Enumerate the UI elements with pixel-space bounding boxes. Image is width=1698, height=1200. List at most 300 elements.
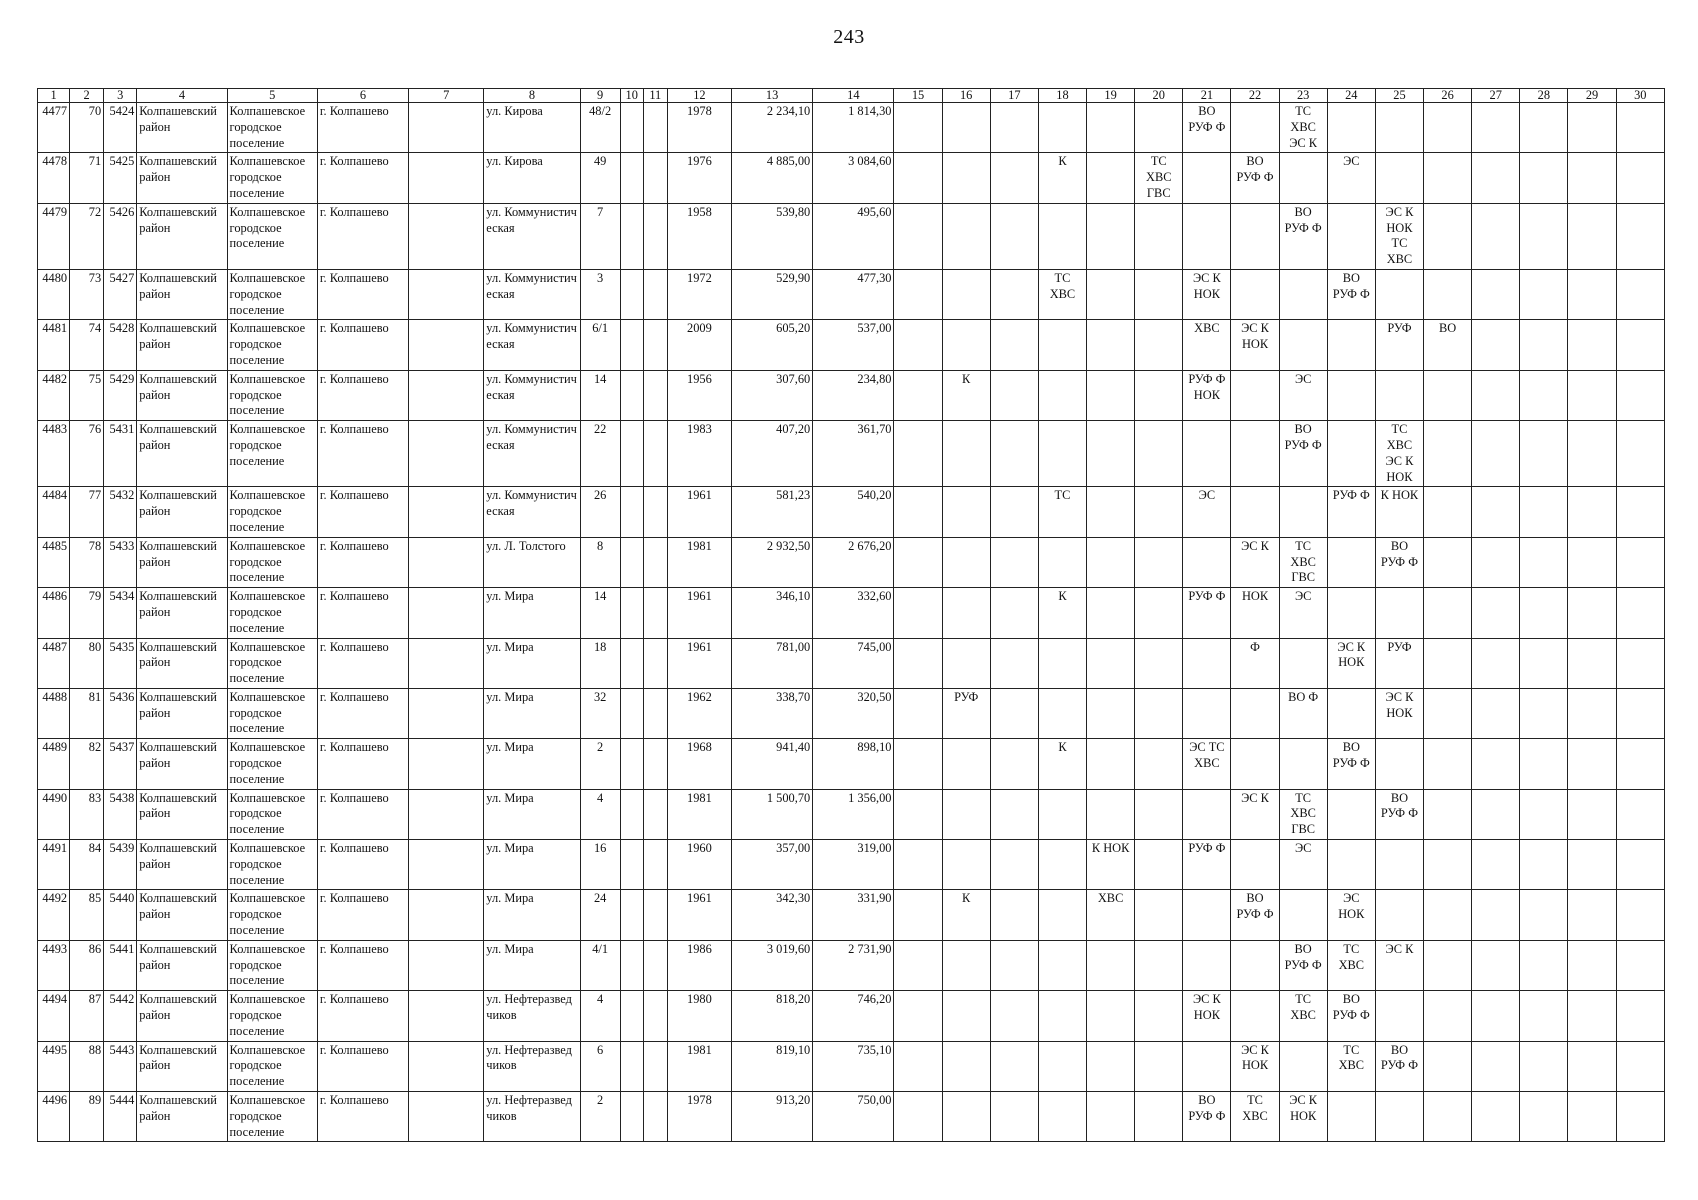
table-cell-col-13: 781,00 xyxy=(732,638,813,688)
table-cell-col-19 xyxy=(1087,789,1135,839)
table-cell-col-6: г. Колпашево xyxy=(317,840,408,890)
table-cell-col-17 xyxy=(990,890,1038,940)
table-cell-col-22 xyxy=(1231,940,1279,990)
table-cell-col-20 xyxy=(1135,890,1183,940)
table-cell-col-11 xyxy=(643,940,667,990)
table-cell-col-22: ЭС К НОК xyxy=(1231,1041,1279,1091)
table-cell-col-11 xyxy=(643,1041,667,1091)
table-cell-col-23: ТС ХВС ГВС xyxy=(1279,537,1327,587)
table-cell-col-15 xyxy=(894,991,942,1041)
table-cell-col-29 xyxy=(1568,890,1616,940)
table-cell-col-16: РУФ xyxy=(942,688,990,738)
table-row xyxy=(38,421,1665,487)
table-cell-col-6: г. Колпашево xyxy=(317,487,408,537)
table-cell-col-15 xyxy=(894,739,942,789)
table-cell-col-23: ЭС xyxy=(1279,370,1327,420)
table-cell-col-4: Колпашевский район xyxy=(137,421,227,487)
table-cell-col-29 xyxy=(1568,739,1616,789)
table-cell-col-24: РУФ Ф xyxy=(1327,487,1375,537)
table-cell-col-14: 3 084,60 xyxy=(813,153,894,203)
table-cell-col-28 xyxy=(1520,840,1568,890)
table-row xyxy=(38,103,1665,153)
table-cell-col-9: 48/2 xyxy=(580,103,620,153)
table-cell-col-8: ул. Коммунистическая xyxy=(484,421,580,487)
table-cell-col-20 xyxy=(1135,739,1183,789)
table-cell-col-30 xyxy=(1616,1041,1664,1091)
table-cell-col-30 xyxy=(1616,638,1664,688)
table-cell-col-23 xyxy=(1279,1041,1327,1091)
column-header-17: 17 xyxy=(990,89,1038,103)
table-cell-col-2: 77 xyxy=(70,487,104,537)
table-cell-col-18 xyxy=(1038,203,1086,269)
table-cell-col-26 xyxy=(1424,269,1472,319)
table-cell-col-30 xyxy=(1616,370,1664,420)
table-cell-col-9: 4 xyxy=(580,789,620,839)
column-header-8: 8 xyxy=(484,89,580,103)
table-cell-col-12: 1981 xyxy=(667,789,731,839)
column-header-20: 20 xyxy=(1135,89,1183,103)
table-cell-col-21: ХВС xyxy=(1183,320,1231,370)
table-row xyxy=(38,370,1665,420)
table-cell-col-20 xyxy=(1135,991,1183,1041)
table-cell-col-7 xyxy=(409,991,484,1041)
table-cell-col-18 xyxy=(1038,370,1086,420)
table-cell-col-30 xyxy=(1616,103,1664,153)
table-cell-col-5: Колпашевское городское поселение xyxy=(227,320,317,370)
table-cell-col-25 xyxy=(1375,153,1423,203)
table-cell-col-3: 5427 xyxy=(104,269,137,319)
table-cell-col-1: 4478 xyxy=(38,153,70,203)
table-cell-col-6: г. Колпашево xyxy=(317,1041,408,1091)
table-cell-col-25 xyxy=(1375,739,1423,789)
table-cell-col-16 xyxy=(942,1041,990,1091)
table-cell-col-11 xyxy=(643,320,667,370)
table-cell-col-1: 4488 xyxy=(38,688,70,738)
table-cell-col-25 xyxy=(1375,269,1423,319)
column-header-7: 7 xyxy=(409,89,484,103)
table-cell-col-26 xyxy=(1424,840,1472,890)
table-cell-col-23: ВО РУФ Ф xyxy=(1279,203,1327,269)
table-cell-col-17 xyxy=(990,103,1038,153)
table-cell-col-15 xyxy=(894,940,942,990)
column-header-2: 2 xyxy=(70,89,104,103)
table-cell-col-8: ул. Коммунистическая xyxy=(484,203,580,269)
table-cell-col-18 xyxy=(1038,537,1086,587)
table-cell-col-18 xyxy=(1038,890,1086,940)
table-cell-col-17 xyxy=(990,991,1038,1041)
table-cell-col-10 xyxy=(620,153,643,203)
table-cell-col-16 xyxy=(942,421,990,487)
table-cell-col-20 xyxy=(1135,537,1183,587)
table-cell-col-19 xyxy=(1087,688,1135,738)
table-cell-col-13: 819,10 xyxy=(732,1041,813,1091)
table-cell-col-21: ЭС ТС ХВС xyxy=(1183,739,1231,789)
table-cell-col-12: 1961 xyxy=(667,890,731,940)
table-cell-col-12: 1956 xyxy=(667,370,731,420)
table-cell-col-16 xyxy=(942,269,990,319)
table-cell-col-13: 4 885,00 xyxy=(732,153,813,203)
table-cell-col-4: Колпашевский район xyxy=(137,103,227,153)
table-cell-col-10 xyxy=(620,739,643,789)
table-cell-col-14: 477,30 xyxy=(813,269,894,319)
table-cell-col-2: 85 xyxy=(70,890,104,940)
table-cell-col-3: 5425 xyxy=(104,153,137,203)
table-cell-col-30 xyxy=(1616,991,1664,1041)
table-cell-col-29 xyxy=(1568,991,1616,1041)
table-cell-col-11 xyxy=(643,840,667,890)
table-cell-col-2: 75 xyxy=(70,370,104,420)
table-cell-col-25 xyxy=(1375,890,1423,940)
table-cell-col-18 xyxy=(1038,991,1086,1041)
table-cell-col-27 xyxy=(1472,320,1520,370)
table-cell-col-7 xyxy=(409,537,484,587)
table-cell-col-30 xyxy=(1616,203,1664,269)
table-row xyxy=(38,840,1665,890)
table-cell-col-1: 4483 xyxy=(38,421,70,487)
table-cell-col-12: 1986 xyxy=(667,940,731,990)
table-cell-col-14: 537,00 xyxy=(813,320,894,370)
table-cell-col-20 xyxy=(1135,789,1183,839)
table-cell-col-27 xyxy=(1472,789,1520,839)
table-cell-col-2: 82 xyxy=(70,739,104,789)
table-cell-col-7 xyxy=(409,789,484,839)
table-cell-col-6: г. Колпашево xyxy=(317,890,408,940)
table-cell-col-24: ЭС К НОК xyxy=(1327,638,1375,688)
table-cell-col-8: ул. Мира xyxy=(484,789,580,839)
table-cell-col-27 xyxy=(1472,1092,1520,1142)
table-cell-col-8: ул. Мира xyxy=(484,940,580,990)
table-cell-col-1: 4484 xyxy=(38,487,70,537)
table-cell-col-13: 357,00 xyxy=(732,840,813,890)
table-cell-col-24 xyxy=(1327,203,1375,269)
table-cell-col-29 xyxy=(1568,1092,1616,1142)
table-cell-col-28 xyxy=(1520,320,1568,370)
table-cell-col-4: Колпашевский район xyxy=(137,269,227,319)
table-cell-col-29 xyxy=(1568,370,1616,420)
table-cell-col-2: 74 xyxy=(70,320,104,370)
table-cell-col-20 xyxy=(1135,638,1183,688)
table-cell-col-13: 605,20 xyxy=(732,320,813,370)
table-cell-col-25: ВО РУФ Ф xyxy=(1375,1041,1423,1091)
table-cell-col-21: РУФ Ф НОК xyxy=(1183,370,1231,420)
table-cell-col-27 xyxy=(1472,421,1520,487)
table-cell-col-30 xyxy=(1616,688,1664,738)
table-cell-col-18 xyxy=(1038,638,1086,688)
table-cell-col-29 xyxy=(1568,487,1616,537)
table-cell-col-3: 5439 xyxy=(104,840,137,890)
table-cell-col-10 xyxy=(620,638,643,688)
table-cell-col-25 xyxy=(1375,588,1423,638)
table-cell-col-2: 83 xyxy=(70,789,104,839)
table-cell-col-5: Колпашевское городское поселение xyxy=(227,991,317,1041)
table-cell-col-6: г. Колпашево xyxy=(317,638,408,688)
table-cell-col-23 xyxy=(1279,487,1327,537)
table-cell-col-6: г. Колпашево xyxy=(317,688,408,738)
table-cell-col-17 xyxy=(990,421,1038,487)
table-cell-col-2: 71 xyxy=(70,153,104,203)
table-cell-col-21: РУФ Ф xyxy=(1183,840,1231,890)
table-cell-col-27 xyxy=(1472,991,1520,1041)
table-cell-col-23: ЭС К НОК xyxy=(1279,1092,1327,1142)
table-cell-col-11 xyxy=(643,1092,667,1142)
table-cell-col-21: ЭС К НОК xyxy=(1183,269,1231,319)
table-cell-col-7 xyxy=(409,487,484,537)
table-cell-col-13: 338,70 xyxy=(732,688,813,738)
table-cell-col-20 xyxy=(1135,103,1183,153)
table-cell-col-10 xyxy=(620,840,643,890)
table-cell-col-21 xyxy=(1183,421,1231,487)
table-cell-col-4: Колпашевский район xyxy=(137,537,227,587)
table-cell-col-12: 1958 xyxy=(667,203,731,269)
table-cell-col-15 xyxy=(894,487,942,537)
table-cell-col-26 xyxy=(1424,421,1472,487)
table-cell-col-7 xyxy=(409,739,484,789)
table-cell-col-17 xyxy=(990,940,1038,990)
table-cell-col-20 xyxy=(1135,203,1183,269)
table-cell-col-6: г. Колпашево xyxy=(317,789,408,839)
table-cell-col-27 xyxy=(1472,638,1520,688)
table-cell-col-9: 2 xyxy=(580,739,620,789)
table-cell-col-29 xyxy=(1568,203,1616,269)
table-cell-col-2: 79 xyxy=(70,588,104,638)
table-cell-col-21 xyxy=(1183,638,1231,688)
table-cell-col-15 xyxy=(894,638,942,688)
table-cell-col-26 xyxy=(1424,370,1472,420)
table-cell-col-4: Колпашевский район xyxy=(137,203,227,269)
table-cell-col-18 xyxy=(1038,1041,1086,1091)
table-cell-col-17 xyxy=(990,789,1038,839)
table-cell-col-9: 8 xyxy=(580,537,620,587)
table-cell-col-24: ЭС НОК xyxy=(1327,890,1375,940)
table-cell-col-22 xyxy=(1231,991,1279,1041)
table-cell-col-1: 4496 xyxy=(38,1092,70,1142)
table-cell-col-20 xyxy=(1135,320,1183,370)
table-cell-col-30 xyxy=(1616,421,1664,487)
table-cell-col-4: Колпашевский район xyxy=(137,1041,227,1091)
table-cell-col-25: ЭС К НОК xyxy=(1375,688,1423,738)
table-cell-col-5: Колпашевское городское поселение xyxy=(227,153,317,203)
table-cell-col-21 xyxy=(1183,203,1231,269)
table-cell-col-3: 5436 xyxy=(104,688,137,738)
table-cell-col-16 xyxy=(942,320,990,370)
table-cell-col-28 xyxy=(1520,370,1568,420)
table-cell-col-12: 1961 xyxy=(667,638,731,688)
table-cell-col-22: ТС ХВС xyxy=(1231,1092,1279,1142)
table-cell-col-16 xyxy=(942,940,990,990)
table-cell-col-3: 5431 xyxy=(104,421,137,487)
table-cell-col-28 xyxy=(1520,421,1568,487)
table-cell-col-2: 81 xyxy=(70,688,104,738)
table-cell-col-22 xyxy=(1231,739,1279,789)
table-cell-col-5: Колпашевское городское поселение xyxy=(227,487,317,537)
table-cell-col-25 xyxy=(1375,1092,1423,1142)
table-cell-col-8: ул. Нефтеразведчиков xyxy=(484,1041,580,1091)
table-cell-col-22: ЭС К xyxy=(1231,789,1279,839)
table-cell-col-3: 5440 xyxy=(104,890,137,940)
table-cell-col-5: Колпашевское городское поселение xyxy=(227,890,317,940)
table-cell-col-23: ТС ХВС ГВС xyxy=(1279,789,1327,839)
table-cell-col-23: ВО РУФ Ф xyxy=(1279,940,1327,990)
table-cell-col-9: 3 xyxy=(580,269,620,319)
table-cell-col-5: Колпашевское городское поселение xyxy=(227,269,317,319)
table-cell-col-15 xyxy=(894,840,942,890)
table-cell-col-15 xyxy=(894,269,942,319)
table-cell-col-13: 3 019,60 xyxy=(732,940,813,990)
table-cell-col-10 xyxy=(620,537,643,587)
table-cell-col-15 xyxy=(894,588,942,638)
table-cell-col-16 xyxy=(942,588,990,638)
table-cell-col-3: 5442 xyxy=(104,991,137,1041)
table-cell-col-17 xyxy=(990,203,1038,269)
table-cell-col-1: 4492 xyxy=(38,890,70,940)
table-cell-col-25 xyxy=(1375,840,1423,890)
column-header-12: 12 xyxy=(667,89,731,103)
table-cell-col-17 xyxy=(990,739,1038,789)
table-cell-col-28 xyxy=(1520,940,1568,990)
table-cell-col-4: Колпашевский район xyxy=(137,588,227,638)
table-cell-col-3: 5438 xyxy=(104,789,137,839)
table-cell-col-5: Колпашевское городское поселение xyxy=(227,688,317,738)
table-cell-col-23 xyxy=(1279,739,1327,789)
table-cell-col-19 xyxy=(1087,1092,1135,1142)
table-cell-col-14: 735,10 xyxy=(813,1041,894,1091)
table-cell-col-30 xyxy=(1616,1092,1664,1142)
table-cell-col-16: К xyxy=(942,890,990,940)
table-cell-col-16 xyxy=(942,537,990,587)
column-header-19: 19 xyxy=(1087,89,1135,103)
table-cell-col-5: Колпашевское городское поселение xyxy=(227,789,317,839)
table-cell-col-17 xyxy=(990,320,1038,370)
table-cell-col-6: г. Колпашево xyxy=(317,1092,408,1142)
table-cell-col-2: 84 xyxy=(70,840,104,890)
table-cell-col-21: ЭС xyxy=(1183,487,1231,537)
table-cell-col-21: ВО РУФ Ф xyxy=(1183,103,1231,153)
table-cell-col-10 xyxy=(620,1041,643,1091)
table-cell-col-6: г. Колпашево xyxy=(317,203,408,269)
table-cell-col-9: 4/1 xyxy=(580,940,620,990)
table-cell-col-10 xyxy=(620,320,643,370)
table-cell-col-1: 4490 xyxy=(38,789,70,839)
table-cell-col-17 xyxy=(990,1041,1038,1091)
table-cell-col-24 xyxy=(1327,370,1375,420)
table-cell-col-5: Колпашевское городское поселение xyxy=(227,940,317,990)
table-cell-col-20 xyxy=(1135,1041,1183,1091)
table-cell-col-8: ул. Коммунистическая xyxy=(484,269,580,319)
table-cell-col-26 xyxy=(1424,153,1472,203)
table-cell-col-2: 87 xyxy=(70,991,104,1041)
table-cell-col-1: 4485 xyxy=(38,537,70,587)
table-cell-col-4: Колпашевский район xyxy=(137,840,227,890)
table-cell-col-23: ЭС xyxy=(1279,588,1327,638)
table-cell-col-11 xyxy=(643,103,667,153)
table-cell-col-6: г. Колпашево xyxy=(317,991,408,1041)
table-cell-col-19: К НОК xyxy=(1087,840,1135,890)
table-cell-col-12: 1978 xyxy=(667,103,731,153)
table-cell-col-25: ЭС К xyxy=(1375,940,1423,990)
table-cell-col-25: РУФ xyxy=(1375,320,1423,370)
table-cell-col-10 xyxy=(620,1092,643,1142)
table-cell-col-6: г. Колпашево xyxy=(317,940,408,990)
table-cell-col-10 xyxy=(620,103,643,153)
table-cell-col-7 xyxy=(409,588,484,638)
table-cell-col-15 xyxy=(894,153,942,203)
table-cell-col-11 xyxy=(643,991,667,1041)
table-cell-col-20 xyxy=(1135,840,1183,890)
table-cell-col-18: К xyxy=(1038,588,1086,638)
table-row xyxy=(38,638,1665,688)
table-cell-col-29 xyxy=(1568,588,1616,638)
table-cell-col-23 xyxy=(1279,269,1327,319)
table-cell-col-29 xyxy=(1568,153,1616,203)
registry-table xyxy=(37,88,1665,1142)
table-cell-col-13: 818,20 xyxy=(732,991,813,1041)
table-cell-col-7 xyxy=(409,421,484,487)
table-cell-col-17 xyxy=(990,688,1038,738)
table-cell-col-17 xyxy=(990,269,1038,319)
table-cell-col-15 xyxy=(894,537,942,587)
table-cell-col-16 xyxy=(942,203,990,269)
table-cell-col-29 xyxy=(1568,638,1616,688)
table-row xyxy=(38,203,1665,269)
table-cell-col-28 xyxy=(1520,103,1568,153)
table-cell-col-3: 5428 xyxy=(104,320,137,370)
table-cell-col-3: 5435 xyxy=(104,638,137,688)
table-cell-col-15 xyxy=(894,789,942,839)
table-cell-col-14: 2 676,20 xyxy=(813,537,894,587)
table-row xyxy=(38,1092,1665,1142)
column-header-22: 22 xyxy=(1231,89,1279,103)
table-cell-col-12: 1980 xyxy=(667,991,731,1041)
table-row xyxy=(38,153,1665,203)
table-cell-col-12: 1981 xyxy=(667,1041,731,1091)
table-cell-col-13: 581,23 xyxy=(732,487,813,537)
table-cell-col-25 xyxy=(1375,370,1423,420)
table-cell-col-14: 234,80 xyxy=(813,370,894,420)
table-cell-col-11 xyxy=(643,269,667,319)
table-cell-col-14: 495,60 xyxy=(813,203,894,269)
table-cell-col-1: 4489 xyxy=(38,739,70,789)
table-cell-col-7 xyxy=(409,320,484,370)
table-cell-col-4: Колпашевский район xyxy=(137,370,227,420)
table-cell-col-19 xyxy=(1087,320,1135,370)
table-cell-col-22 xyxy=(1231,103,1279,153)
table-cell-col-19 xyxy=(1087,638,1135,688)
table-row xyxy=(38,1041,1665,1091)
table-cell-col-26 xyxy=(1424,638,1472,688)
table-cell-col-15 xyxy=(894,1041,942,1091)
table-cell-col-20 xyxy=(1135,269,1183,319)
table-cell-col-5: Колпашевское городское поселение xyxy=(227,103,317,153)
table-cell-col-4: Колпашевский район xyxy=(137,320,227,370)
table-cell-col-8: ул. Л. Толстого xyxy=(484,537,580,587)
table-cell-col-23 xyxy=(1279,890,1327,940)
table-cell-col-18 xyxy=(1038,320,1086,370)
table-cell-col-26 xyxy=(1424,1092,1472,1142)
table-cell-col-26 xyxy=(1424,103,1472,153)
table-cell-col-22: ЭС К НОК xyxy=(1231,320,1279,370)
table-cell-col-11 xyxy=(643,789,667,839)
table-cell-col-15 xyxy=(894,890,942,940)
table-cell-col-23: ТС ХВС xyxy=(1279,991,1327,1041)
table-cell-col-26 xyxy=(1424,688,1472,738)
table-cell-col-9: 6 xyxy=(580,1041,620,1091)
table-cell-col-20 xyxy=(1135,940,1183,990)
table-row xyxy=(38,890,1665,940)
table-cell-col-30 xyxy=(1616,789,1664,839)
table-cell-col-28 xyxy=(1520,1092,1568,1142)
table-cell-col-8: ул. Кирова xyxy=(484,103,580,153)
table-cell-col-9: 18 xyxy=(580,638,620,688)
